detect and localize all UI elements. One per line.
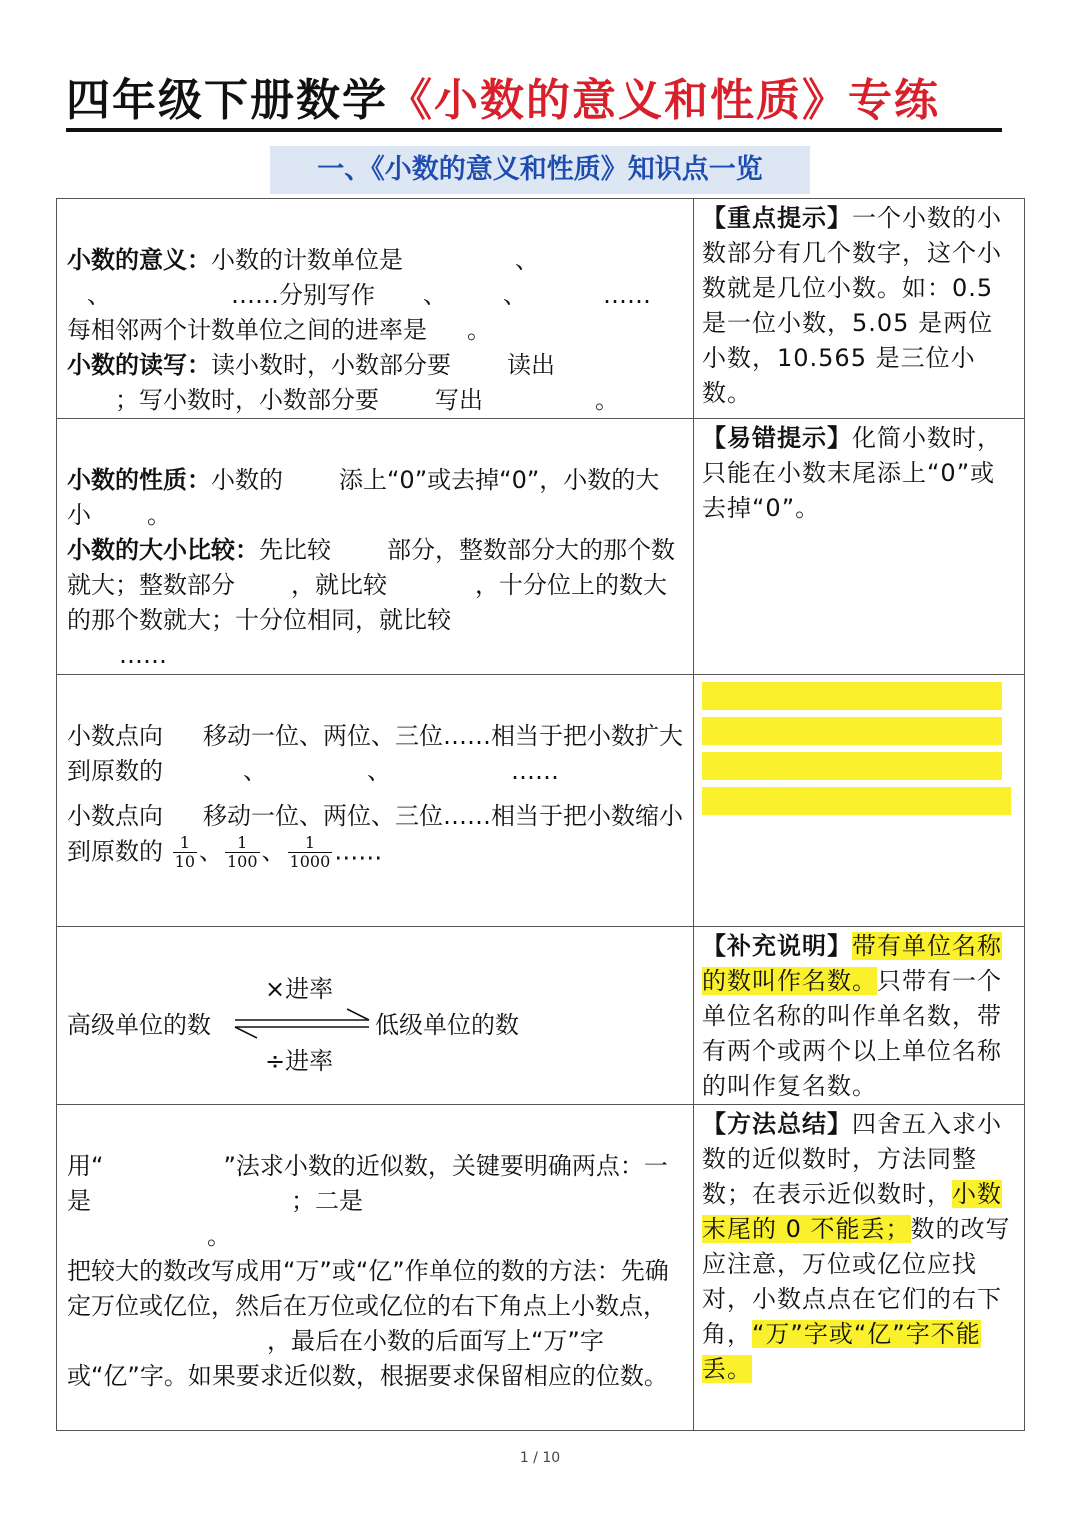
method-text-2: 数的改写应注意，万位或亿位应找对，小数点点在它们的右下角，: [702, 1215, 1011, 1348]
fraction-1-100: [225, 834, 260, 871]
label-high-unit: 高级单位的数: [67, 1011, 211, 1039]
text: 先比较: [259, 536, 331, 564]
text: 、: [243, 757, 267, 785]
text: 。: [467, 316, 491, 344]
cell-approximation: [57, 1105, 694, 1431]
cell-decimal-meaning: [57, 199, 694, 419]
text: 小数的: [211, 466, 283, 494]
text: 、: [87, 281, 111, 309]
cell-supplement: [694, 927, 1025, 1105]
table-row: [57, 675, 1025, 927]
section-subtitle: 一、《小数的意义和性质》知识点一览: [270, 146, 810, 194]
page-number: 1 / 10: [519, 1450, 561, 1466]
text: ……分别写作: [231, 281, 375, 309]
rhyme-text: 小数点，本领大，走一走，数变化。向左走，数缩小；向右走，数扩大。位数不够怎么办？用 0 补位来解决。: [702, 682, 1011, 815]
title-red: 《小数的意义和性质》专练: [388, 75, 940, 126]
text: 。: [207, 1222, 231, 1250]
title-underline: [66, 128, 1002, 132]
text: 写出: [435, 386, 483, 414]
table-row: [57, 419, 1025, 675]
text: 把较大的数改写成用“万”或“亿”作单位的数的方法：先确定万位或亿位，然后在万位或亿位的右下角点上小数点，: [67, 1257, 669, 1320]
fraction-numerator: 1: [173, 834, 197, 853]
label-compare: 小数的大小比较：: [67, 536, 259, 564]
method-text-1: 四舍五入求小数的近似数时，方法同整数；在表示近似数时，: [702, 1110, 1002, 1208]
text: 部分，整数部分大的那个数就大；整数部分: [67, 536, 675, 599]
text: ，就比较: [291, 571, 387, 599]
text: ”法求小数的近似数，关键要明确两点：一是: [67, 1152, 668, 1215]
text: 、: [515, 246, 539, 274]
fraction-numerator: 1: [225, 834, 260, 853]
table-row: [57, 1105, 1025, 1431]
text: 添上“0”或去掉“0”，小数的大小: [67, 466, 660, 529]
fraction-numerator: 1: [288, 834, 333, 853]
method-highlight-2: “万”字或“亿”字不能丢。: [702, 1320, 981, 1383]
text: 、: [503, 281, 527, 309]
cell-decimal-properties: [57, 419, 694, 675]
text: 读小数时，小数部分要: [211, 351, 451, 379]
page-title: [66, 72, 1002, 132]
fraction-1-10: [173, 834, 197, 871]
text: 。: [595, 386, 619, 414]
label-error-tip: 【易错提示】: [702, 424, 852, 452]
text: 每相邻两个计数单位之间的进率是: [67, 316, 427, 344]
text: 。: [147, 501, 171, 529]
label-multiply-rate: ×进率: [265, 975, 334, 1003]
label-divide-rate: ÷进率: [265, 1047, 334, 1075]
cell-highlighted-rhyme: [694, 675, 1025, 927]
text: ；二是: [291, 1187, 363, 1215]
conversion-diagram: [57, 927, 693, 1103]
title-black: 四年级下册数学: [66, 75, 388, 126]
text: ……: [511, 757, 559, 785]
text: 、: [367, 757, 391, 785]
method-highlight-1: 小数末尾的 0 不能丢；: [702, 1180, 1002, 1243]
text: 移动一位、两位、三位……相当于把小数扩大到原数的: [67, 722, 683, 785]
cell-error-tip: [694, 419, 1025, 675]
text: 、: [261, 837, 286, 866]
cell-key-tip: [694, 199, 1025, 419]
key-tip-text: 一个小数的小数部分有几个数字，这个小数就是几位小数。如：0.5 是一位小数，5.05 是两位小数，10.565 是三位小数。: [702, 204, 1002, 407]
table-row: [57, 927, 1025, 1105]
text: 小数点向: [67, 802, 163, 830]
text: ，最后在小数的后面写上“万”字或“亿”字。如果要求近似数，根据要求保留相应的位数。: [67, 1327, 668, 1390]
label-low-unit: 低级单位的数: [375, 1011, 519, 1039]
label-supplement: 【补充说明】: [702, 932, 852, 960]
label-method-summary: 【方法总结】: [702, 1110, 852, 1138]
cell-method-summary: [694, 1105, 1025, 1431]
label-key-tip: 【重点提示】: [702, 204, 852, 232]
cell-unit-conversion: [57, 927, 694, 1105]
text: ……: [119, 641, 167, 669]
cell-point-move: [57, 675, 694, 927]
label-decimal-meaning: 小数的意义：: [67, 246, 211, 274]
text: ；写小数时，小数部分要: [115, 386, 379, 414]
fraction-1-1000: [288, 834, 333, 871]
label-read-write: 小数的读写：: [67, 351, 211, 379]
text: ……: [603, 281, 651, 309]
text: 、: [199, 837, 223, 866]
supplement-highlight: 带有单位名称的数叫作名数。: [702, 932, 1002, 995]
text: 、: [423, 281, 447, 309]
text: 小数的计数单位是: [211, 246, 403, 274]
knowledge-table: [56, 198, 1025, 1431]
fraction-denominator: 1000: [289, 852, 331, 871]
table-row: [57, 199, 1025, 419]
fraction-denominator: 10: [174, 852, 195, 871]
supplement-text: 只带有一个单位名称的叫作单名数，带有两个或两个以上单位名称的叫作复名数。: [702, 967, 1002, 1100]
text: 移动一位、两位、三位……相当于把小数缩小到原数的: [67, 802, 683, 866]
text: ，十分位上的数大的那个数就大；十分位相同，就比较: [67, 571, 667, 634]
error-tip-text: 化简小数时，只能在小数末尾添上“0”或去掉“0”。: [702, 424, 1002, 522]
text: ……: [334, 837, 383, 866]
text: 小数点向: [67, 722, 163, 750]
fraction-denominator: 100: [227, 852, 258, 871]
label-properties: 小数的性质：: [67, 466, 211, 494]
text: 用“: [67, 1152, 104, 1180]
text: 读出: [507, 351, 555, 379]
